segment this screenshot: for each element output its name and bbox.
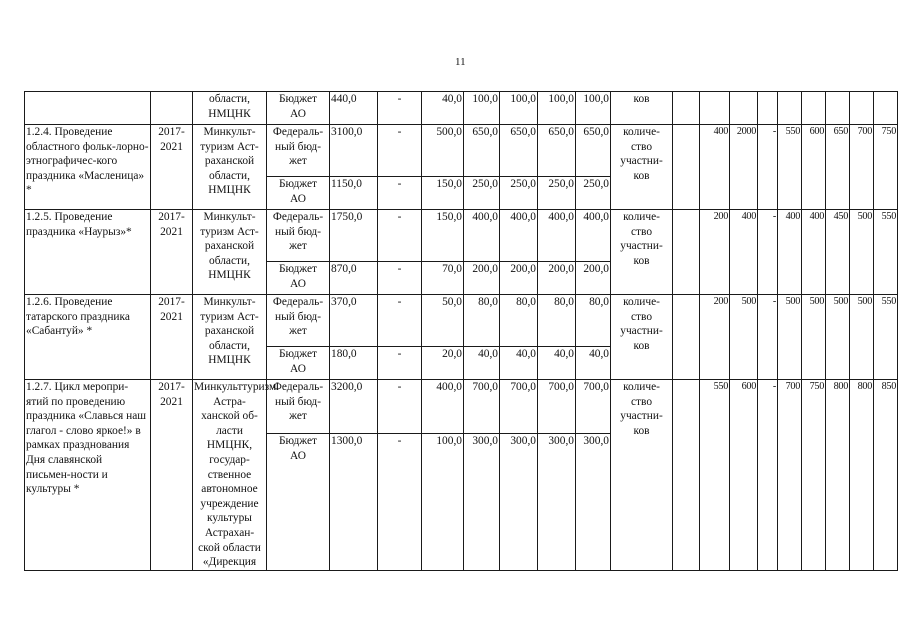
value-2019: 250,0: [464, 177, 500, 210]
value-2017: -: [378, 92, 422, 125]
value-2021: 650,0: [538, 125, 576, 177]
value-2021-extra: 300,0: [576, 434, 611, 570]
value-2018: 100,0: [422, 434, 464, 570]
value-2018: 400,0: [422, 380, 464, 434]
value-2019: 700,0: [464, 380, 500, 434]
funding-source: Бюджет АО: [267, 92, 330, 125]
target-value: [730, 92, 758, 125]
total-value: 180,0: [330, 347, 378, 380]
value-2020: 80,0: [500, 295, 538, 347]
period-cell: 2017- 2021: [151, 125, 193, 210]
measure-name: 1.2.7. Цикл меропри-ятий по проведению праздника «Славься наш глагол - слово яркое!» в рамках празднования Дня славянской письмен-ности и культуры *: [25, 380, 151, 571]
value-2021: 40,0: [538, 347, 576, 380]
target-value: 450: [826, 210, 850, 295]
target-value: -: [758, 210, 778, 295]
target-value: [850, 92, 874, 125]
indicator-cell: количе- ство участни- ков: [611, 295, 673, 380]
target-value: [673, 125, 700, 210]
value-2020: 300,0: [500, 434, 538, 570]
value-2021-extra: 650,0: [576, 125, 611, 177]
value-2019: 40,0: [464, 347, 500, 380]
target-value: 600: [730, 380, 758, 571]
target-value: 750: [874, 125, 898, 210]
target-value: 400: [730, 210, 758, 295]
target-value: 850: [874, 380, 898, 571]
target-value: [874, 92, 898, 125]
value-2021: 100,0: [538, 92, 576, 125]
value-2017: -: [378, 295, 422, 347]
target-value: [673, 92, 700, 125]
value-2021: 400,0: [538, 210, 576, 262]
value-2020: 100,0: [500, 92, 538, 125]
period-cell: 2017- 2021: [151, 295, 193, 380]
target-value: 500: [826, 295, 850, 380]
value-2019: 650,0: [464, 125, 500, 177]
total-value: 1300,0: [330, 434, 378, 570]
funding-source: Федераль-ный бюд-жет: [267, 210, 330, 262]
executor-cell: Минкульт-туризм Аст-раханской области, НМЦНК: [193, 125, 267, 210]
funding-source: Федераль-ный бюд-жет: [267, 295, 330, 347]
indicator-cell: количе- ство участни- ков: [611, 125, 673, 210]
target-value: 600: [802, 125, 826, 210]
funding-source: Федераль-ный бюд-жет: [267, 125, 330, 177]
target-value: -: [758, 125, 778, 210]
target-value: [673, 210, 700, 295]
value-2021-extra: 40,0: [576, 347, 611, 380]
target-value: 500: [778, 295, 802, 380]
value-2021: 250,0: [538, 177, 576, 210]
measure-name: 1.2.6. Проведение татарского праздника «Сабантуй» *: [25, 295, 151, 380]
funding-source: Федераль-ный бюд-жет: [267, 380, 330, 434]
value-2017: -: [378, 262, 422, 295]
total-value: 3200,0: [330, 380, 378, 434]
value-2017: -: [378, 347, 422, 380]
value-2020: 40,0: [500, 347, 538, 380]
value-2018: 20,0: [422, 347, 464, 380]
value-2021-extra: 100,0: [576, 92, 611, 125]
target-value: 500: [730, 295, 758, 380]
target-value: [700, 92, 730, 125]
target-value: 800: [850, 380, 874, 571]
value-2019: 100,0: [464, 92, 500, 125]
value-2017: -: [378, 434, 422, 570]
value-2021-extra: 250,0: [576, 177, 611, 210]
target-value: 400: [700, 125, 730, 210]
funding-source: Бюджет АО: [267, 347, 330, 380]
value-2020: 200,0: [500, 262, 538, 295]
value-2019: 80,0: [464, 295, 500, 347]
value-2019: 300,0: [464, 434, 500, 570]
value-2021: 700,0: [538, 380, 576, 434]
value-2017: -: [378, 125, 422, 177]
executor-cell: Минкульт-туризм Аст-раханской области, НМЦНК: [193, 295, 267, 380]
target-value: [778, 92, 802, 125]
funding-source: Бюджет АО: [267, 434, 330, 570]
target-value: [673, 380, 700, 571]
value-2020: 250,0: [500, 177, 538, 210]
indicator-cell: ков: [611, 92, 673, 125]
value-2021-extra: 200,0: [576, 262, 611, 295]
value-2018: 150,0: [422, 210, 464, 262]
value-2018: 50,0: [422, 295, 464, 347]
table-row: [25, 295, 898, 347]
executor-cell: области, НМЦНК: [193, 92, 267, 125]
target-value: 500: [850, 210, 874, 295]
target-value: [758, 92, 778, 125]
target-value: 550: [778, 125, 802, 210]
page-number: 11: [455, 56, 466, 68]
measure-name: 1.2.5. Проведение праздника «Наурыз»*: [25, 210, 151, 295]
value-2018: 70,0: [422, 262, 464, 295]
period-cell: [151, 92, 193, 125]
value-2020: 400,0: [500, 210, 538, 262]
value-2018: 40,0: [422, 92, 464, 125]
target-value: 700: [850, 125, 874, 210]
target-value: [673, 295, 700, 380]
target-value: 650: [826, 125, 850, 210]
value-2020: 700,0: [500, 380, 538, 434]
target-value: 550: [874, 210, 898, 295]
target-value: 700: [778, 380, 802, 571]
value-2018: 500,0: [422, 125, 464, 177]
target-value: 200: [700, 210, 730, 295]
target-value: -: [758, 295, 778, 380]
total-value: 3100,0: [330, 125, 378, 177]
value-2021: 300,0: [538, 434, 576, 570]
indicator-cell: количе- ство участни- ков: [611, 380, 673, 571]
total-value: 370,0: [330, 295, 378, 347]
value-2019: 200,0: [464, 262, 500, 295]
total-value: 440,0: [330, 92, 378, 125]
value-2017: -: [378, 380, 422, 434]
table-row: [25, 380, 898, 434]
value-2021-extra: 400,0: [576, 210, 611, 262]
target-value: [826, 92, 850, 125]
target-value: 400: [778, 210, 802, 295]
table-row: [25, 92, 898, 125]
total-value: 1150,0: [330, 177, 378, 210]
table-row: [25, 125, 898, 177]
executor-cell: Минкульт-туризм Аст-раханской области, НМЦНК: [193, 210, 267, 295]
value-2019: 400,0: [464, 210, 500, 262]
target-value: 500: [802, 295, 826, 380]
executor-cell: Минкульттуризм Астра-ханской об-ласти НМЦНК, государ-ственное автономное учреждение культуры Астрахан-ской области «Дирекция: [193, 380, 267, 571]
period-cell: 2017- 2021: [151, 380, 193, 571]
target-value: 200: [700, 295, 730, 380]
value-2018: 150,0: [422, 177, 464, 210]
value-2017: -: [378, 177, 422, 210]
target-value: 550: [874, 295, 898, 380]
program-table: [24, 91, 898, 571]
target-value: [802, 92, 826, 125]
value-2021-extra: 700,0: [576, 380, 611, 434]
indicator-cell: количе- ство участни- ков: [611, 210, 673, 295]
funding-source: Бюджет АО: [267, 177, 330, 210]
target-value: 500: [850, 295, 874, 380]
total-value: 1750,0: [330, 210, 378, 262]
value-2017: -: [378, 210, 422, 262]
target-value: -: [758, 380, 778, 571]
table-row: [25, 210, 898, 262]
target-value: 550: [700, 380, 730, 571]
period-cell: 2017- 2021: [151, 210, 193, 295]
value-2021: 80,0: [538, 295, 576, 347]
value-2021-extra: 80,0: [576, 295, 611, 347]
target-value: 400: [802, 210, 826, 295]
total-value: 870,0: [330, 262, 378, 295]
target-value: 800: [826, 380, 850, 571]
value-2020: 650,0: [500, 125, 538, 177]
funding-source: Бюджет АО: [267, 262, 330, 295]
target-value: 750: [802, 380, 826, 571]
target-value: 2000: [730, 125, 758, 210]
measure-name: 1.2.4. Проведение областного фольк-лорно-этнографичес-кого праздника «Масленица» *: [25, 125, 151, 210]
value-2021: 200,0: [538, 262, 576, 295]
measure-name: [25, 92, 151, 125]
